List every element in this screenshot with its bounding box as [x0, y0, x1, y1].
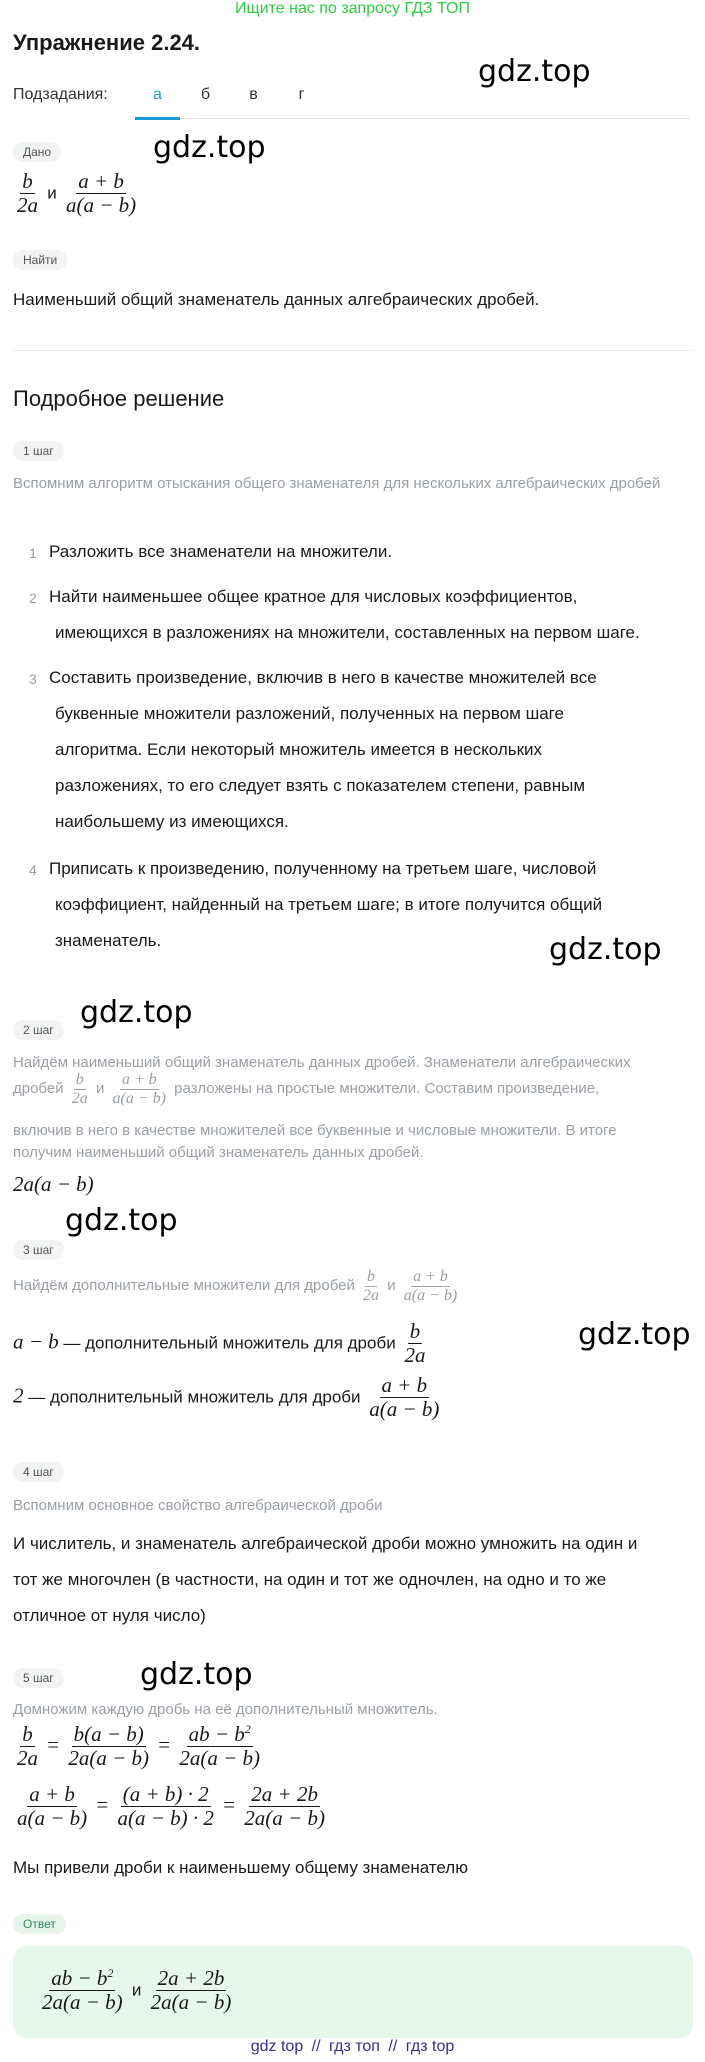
step2-pill: 2 шаг	[13, 1020, 64, 1040]
math-inline: $\frac{a + b}{a(a - b)}$	[403, 1268, 458, 1304]
footer-separator: //	[311, 2038, 321, 2055]
watermark: gdz.top	[140, 1657, 253, 1692]
footer-link[interactable]: гдз топ	[329, 2038, 380, 2055]
tab-b[interactable]: б	[200, 86, 211, 103]
step2-result: 2a(a − b)	[13, 1172, 94, 1196]
math-inline: $\frac{b}{2a}$	[71, 1071, 88, 1107]
watermark: gdz.top	[478, 54, 591, 89]
find-pill: Найти	[13, 250, 67, 270]
step1-pill: 1 шаг	[13, 441, 64, 461]
step2-line1: Найдём наименьший общий знаменатель данных дробей. Знаменатели алгебраических	[13, 1054, 631, 1071]
step5-intro: Домножим каждую дробь на её дополнительный множитель.	[13, 1701, 438, 1718]
answer-expression: $\frac{ab - b^2}{2a(a - b)}$ и $\frac{2a + 2b}{2a(a - b)}$	[42, 1966, 232, 2015]
step5-conclusion: Мы привели дроби к наименьшему общему знаменателю	[13, 1858, 468, 1877]
step5-pill: 5 шаг	[13, 1668, 64, 1688]
tab-a[interactable]: а	[135, 86, 180, 120]
step4-text: И числитель, и знаменатель алгебраической дроби можно умножить на один и тот же многочлен (в частности, на один и тот же одночлен, на одно и то же отличное от нуля число)	[13, 1534, 638, 1625]
list-item-number: 1	[29, 545, 37, 561]
step3-row2: 2 — дополнительный множитель для дроби $\frac{a + b}{a(a - b)}$	[13, 1373, 440, 1422]
step2-line4: получим наименьший общий знаменатель данных дробей.	[13, 1144, 424, 1161]
tab-g[interactable]: г	[298, 86, 305, 103]
step2-line3: включив в него в качестве множителей все буквенные и числовые множители. В итоге	[13, 1122, 617, 1139]
step4-intro: Вспомним основное свойство алгебраической дроби	[13, 1497, 383, 1514]
divider	[13, 350, 693, 351]
list-item: Приписать к произведению, полученному на третьем шаге, числовой коэффициент, найденный на третьем шаге; в итоге получится общий знаменатель.	[49, 859, 603, 950]
find-text: Наименьший общий знаменатель данных алгебраических дробей.	[13, 290, 540, 309]
footer-separator: //	[388, 2038, 398, 2055]
step4-pill: 4 шаг	[13, 1462, 64, 1482]
answer-pill: Ответ	[13, 1914, 66, 1934]
solution-title: Подробное решение	[13, 386, 225, 411]
list-item-number: 3	[29, 671, 37, 687]
watermark: gdz.top	[65, 1203, 178, 1238]
list-item-number: 4	[29, 862, 37, 878]
step1-intro: Вспомним алгоритм отыскания общего знаменателя для нескольких алгебраических дробей	[13, 475, 661, 492]
footer-link[interactable]: gdz top	[250, 2038, 304, 2055]
tab-v[interactable]: в	[249, 86, 258, 103]
watermark: gdz.top	[549, 932, 662, 967]
math-inline: $\frac{b}{2a}$	[363, 1268, 380, 1304]
subtasks-label: Подзадания:	[13, 86, 108, 103]
step3-pill: 3 шаг	[13, 1240, 64, 1260]
given-expression	[13, 170, 140, 217]
list-item: Составить произведение, включив в него в качестве множителей все буквенные множители разложений, полученных на первом шаге алгоритма. Если некоторый множитель имеется в нескольких разложениях, то его следует взять с показателем степени, равным наибольшему из имеющихся.	[49, 668, 597, 831]
fraction: $\frac{b}{2a}$	[17, 169, 38, 218]
step5-equation2: $\frac{a + b}{a(a - b)}$ = $\frac{(a + b) \cdot 2}{a(a - b) \cdot 2}$ = $\frac{2a + 2b}{2a(a - b)}$	[17, 1782, 325, 1831]
step2-line2: дробей $\frac{b}{2a}$ и $\frac{a + b}{a(a - b)}$ разложены на простые множители. Составим произведение,	[13, 1071, 600, 1107]
list-item: Найти наименьшее общее кратное для числовых коэффициентов, имеющихся в разложениях на множители, составленных на первом шаге.	[49, 587, 640, 642]
footer-links	[0, 2038, 705, 2056]
list-item-number: 2	[29, 590, 37, 606]
top-banner[interactable]: Ищите нас по запросу ГДЗ ТОП	[235, 0, 470, 17]
fraction: $\frac{a + b}{a(a - b)}$	[66, 169, 137, 218]
given-pill: Дано	[13, 142, 61, 162]
list-item: Разложить все знаменатели на множители.	[49, 542, 393, 561]
footer-link[interactable]: гдз top	[405, 2038, 455, 2055]
step5-equation1: $\frac{b}{2a}$ = $\frac{b(a - b)}{2a(a - b)}$ = $\frac{ab - b^2}{2a(a - b)}$	[17, 1722, 261, 1771]
watermark: gdz.top	[578, 1317, 691, 1352]
step3-row1: a − b — дополнительный множитель для дроби $\frac{b}{2a}$	[13, 1319, 426, 1368]
page-title: Упражнение 2.24.	[13, 30, 201, 55]
watermark: gdz.top	[153, 130, 266, 165]
watermark: gdz.top	[80, 995, 193, 1030]
and-word: и	[47, 183, 57, 203]
math-inline: $\frac{a + b}{a(a - b)}$	[112, 1071, 166, 1107]
subtask-tabs	[135, 74, 690, 119]
step3-intro: Найдём дополнительные множители для дробей $\frac{b}{2a}$ и $\frac{a + b}{a(a - b)}$	[13, 1268, 461, 1304]
